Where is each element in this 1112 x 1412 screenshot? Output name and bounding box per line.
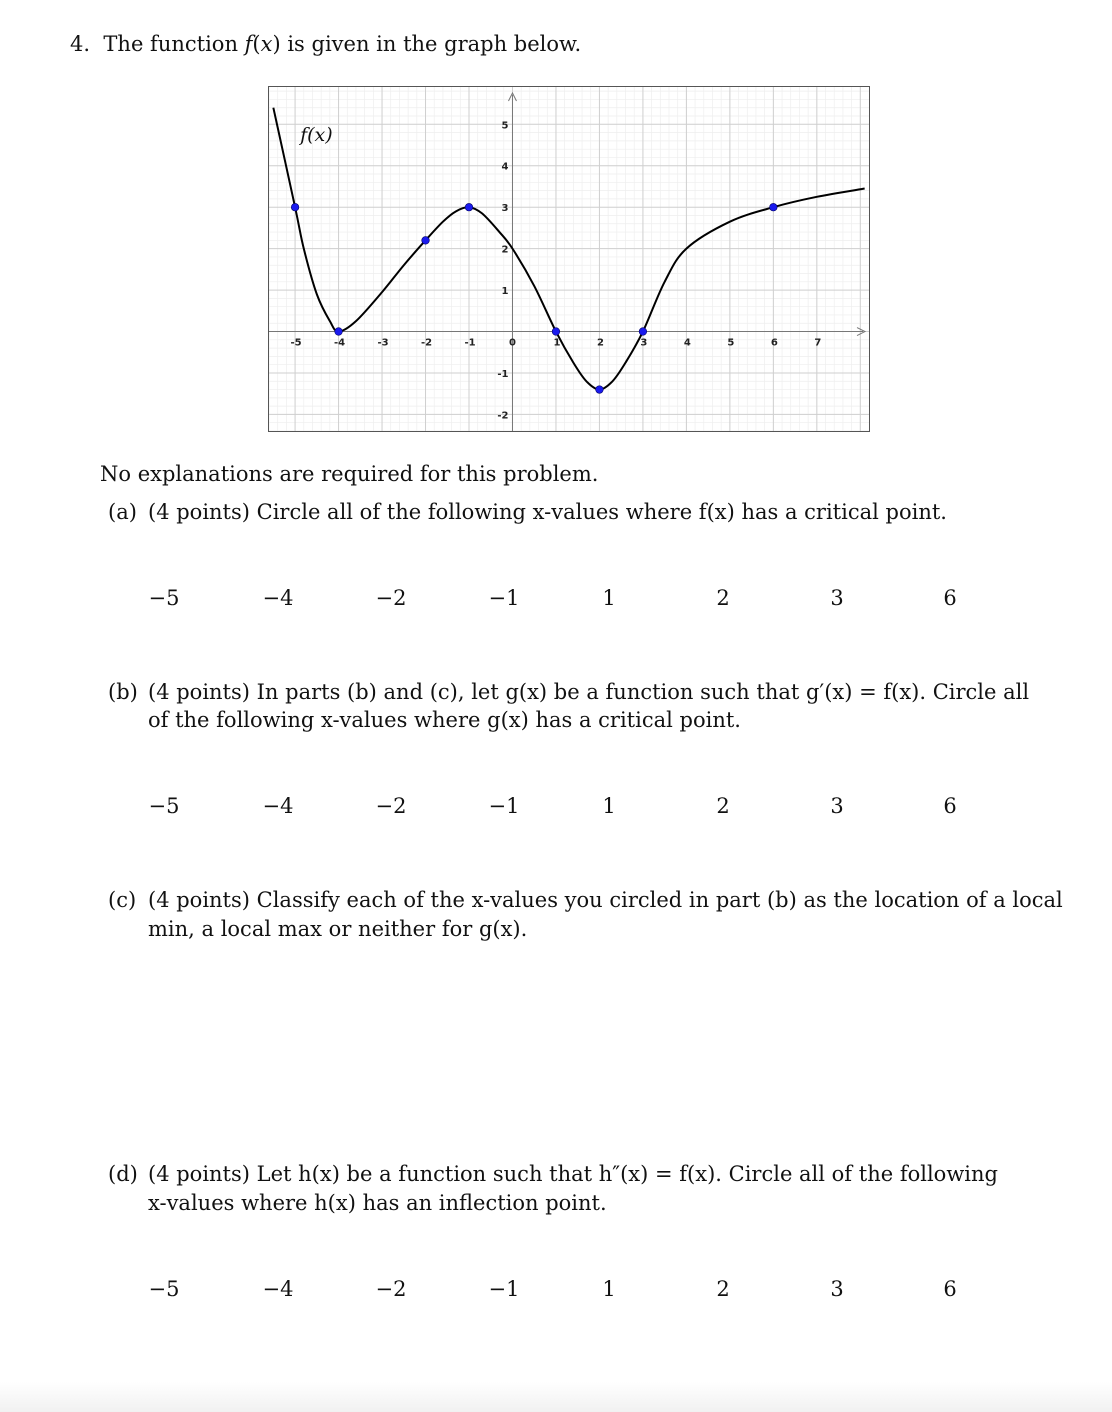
marked-point bbox=[465, 203, 473, 211]
part-b-line2: of the following x-values where g(x) has a critical point. bbox=[148, 708, 741, 732]
option-a-1[interactable]: 1 bbox=[602, 586, 616, 610]
x-tick-label: 7 bbox=[814, 337, 822, 349]
option-d-neg4[interactable]: −4 bbox=[262, 1277, 294, 1301]
marked-point bbox=[639, 328, 647, 336]
part-c-label: (c) bbox=[108, 888, 137, 912]
option-b-neg2[interactable]: −2 bbox=[375, 794, 407, 818]
option-a-neg4[interactable]: −4 bbox=[262, 586, 294, 610]
marked-point bbox=[552, 328, 560, 336]
part-b-line1: (4 points) In parts (b) and (c), let g(x) be a function such that g′(x) = f(x). Circle all bbox=[148, 680, 1030, 704]
chart-svg bbox=[269, 87, 869, 431]
x-tick-label: 4 bbox=[683, 337, 691, 349]
part-d-line1: (4 points) Let h(x) be a function such that h″(x) = f(x). Circle all of the following bbox=[148, 1162, 998, 1186]
option-b-neg1[interactable]: −1 bbox=[488, 794, 520, 818]
y-tick-label: -2 bbox=[497, 410, 509, 422]
y-tick-label: 1 bbox=[501, 286, 509, 298]
x-tick-label: -3 bbox=[377, 337, 389, 349]
option-b-6[interactable]: 6 bbox=[943, 794, 957, 818]
y-tick-label: -1 bbox=[497, 368, 509, 380]
x-tick-label: 6 bbox=[770, 337, 778, 349]
x-tick-label: 0 bbox=[508, 337, 516, 349]
option-a-neg5[interactable]: −5 bbox=[148, 586, 180, 610]
page-bottom-shadow bbox=[0, 1382, 1112, 1412]
marked-point bbox=[596, 386, 604, 394]
option-a-neg2[interactable]: −2 bbox=[375, 586, 407, 610]
option-d-6[interactable]: 6 bbox=[943, 1277, 957, 1301]
marked-point bbox=[422, 237, 430, 245]
part-a-text: (4 points) Circle all of the following x-values where f(x) has a critical point. bbox=[148, 500, 947, 524]
option-b-2[interactable]: 2 bbox=[716, 794, 730, 818]
option-a-neg1[interactable]: −1 bbox=[488, 586, 520, 610]
x-tick-label: 3 bbox=[640, 337, 648, 349]
marked-point bbox=[335, 328, 343, 336]
y-tick-label: 5 bbox=[501, 120, 509, 132]
option-b-1[interactable]: 1 bbox=[602, 794, 616, 818]
option-d-neg1[interactable]: −1 bbox=[488, 1277, 520, 1301]
problem-intro: The function f(x) is given in the graph below. bbox=[103, 32, 582, 56]
y-tick-label: 2 bbox=[501, 244, 509, 256]
option-a-6[interactable]: 6 bbox=[943, 586, 957, 610]
x-tick-label: -4 bbox=[334, 337, 346, 349]
problem-header bbox=[70, 32, 581, 56]
x-tick-label: -5 bbox=[290, 337, 302, 349]
part-b-label: (b) bbox=[108, 680, 138, 704]
option-d-1[interactable]: 1 bbox=[602, 1277, 616, 1301]
part-d-label: (d) bbox=[108, 1162, 138, 1186]
problem-number: 4. bbox=[70, 32, 91, 56]
x-tick-label: -1 bbox=[464, 337, 476, 349]
x-tick-label: 5 bbox=[727, 337, 735, 349]
option-d-3[interactable]: 3 bbox=[830, 1277, 844, 1301]
option-a-3[interactable]: 3 bbox=[830, 586, 844, 610]
option-b-neg4[interactable]: −4 bbox=[262, 794, 294, 818]
marked-point bbox=[770, 203, 778, 211]
x-tick-label: 1 bbox=[553, 337, 561, 349]
y-tick-label: 3 bbox=[501, 203, 509, 215]
option-a-2[interactable]: 2 bbox=[716, 586, 730, 610]
option-b-3[interactable]: 3 bbox=[830, 794, 844, 818]
option-d-neg2[interactable]: −2 bbox=[375, 1277, 407, 1301]
option-b-neg5[interactable]: −5 bbox=[148, 794, 180, 818]
part-c-line2: min, a local max or neither for g(x). bbox=[148, 917, 528, 941]
part-a-label: (a) bbox=[108, 500, 137, 524]
function-graph bbox=[268, 86, 870, 432]
x-tick-label: 2 bbox=[596, 337, 604, 349]
marked-point bbox=[291, 203, 299, 211]
option-d-2[interactable]: 2 bbox=[716, 1277, 730, 1301]
option-d-neg5[interactable]: −5 bbox=[148, 1277, 180, 1301]
y-tick-label: 4 bbox=[501, 161, 509, 173]
part-d-line2: x-values where h(x) has an inflection point. bbox=[148, 1191, 607, 1215]
x-tick-label: -2 bbox=[420, 337, 433, 349]
curve-label: f(x) bbox=[300, 123, 333, 146]
no-explanations-note: No explanations are required for this problem. bbox=[100, 462, 599, 486]
part-c-line1: (4 points) Classify each of the x-values you circled in part (b) as the location of a local bbox=[148, 888, 1063, 912]
